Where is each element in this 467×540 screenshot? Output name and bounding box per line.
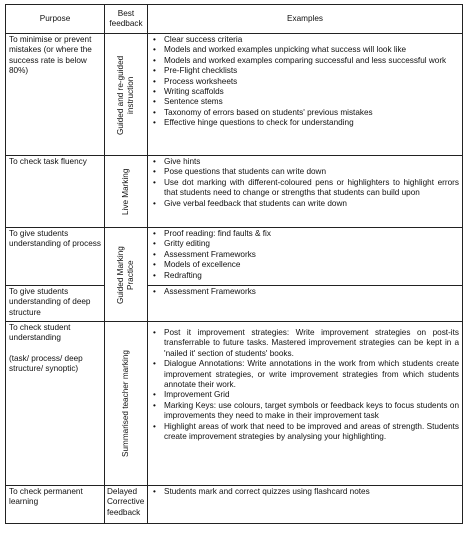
list-item: • Models and worked examples comparing successful and less successful work [164,56,459,66]
table-row [6,228,463,286]
header-purpose: Purpose [6,5,105,34]
list-item: • Redrafting [164,271,459,281]
list-item: • Models of excellence [164,260,459,270]
examples-list [151,328,459,442]
list-item: • Use dot marking with different-coloured pens or highlighters to highlight errors that students need to change or strengths that students can build upon [164,178,459,199]
feedback-cell [105,156,148,228]
list-item: • Highlight areas of work that need to be improved and areas of strength. Students create improvement strategies by analysing your highlighting. [164,422,459,443]
examples-list [151,35,459,129]
feedback-cell: Delayed Corrective feedback [105,486,148,524]
table-row [6,156,463,228]
examples-list [151,487,459,497]
examples-cell [148,156,463,228]
feedback-strategies-document [5,4,463,524]
feedback-label: Guided Marking Practice [116,245,135,304]
examples-cell [148,486,463,524]
table-row [6,322,463,486]
list-item: • Give hints [164,157,459,167]
list-item: • Process worksheets [164,77,459,87]
examples-cell [148,34,463,156]
list-item: • Improvement Grid [164,390,459,400]
examples-cell [148,322,463,486]
examples-list [151,229,459,281]
purpose-text: To check student understanding [9,323,71,343]
list-item: • Effective hinge questions to check for understanding [164,118,459,128]
list-item: • Marking Keys: use colours, target symbols or feedback keys to focus students on improvements they need to make in their improvement task [164,401,459,422]
list-item: • Clear success criteria [164,35,459,45]
purpose-extra: (task/ process/ deep structure/ synoptic) [9,353,83,374]
list-item: • Sentence stems [164,97,459,107]
list-item: • Gritty editing [164,239,459,249]
list-item: • Students mark and correct quizzes using flashcard notes [164,487,459,497]
list-item: • Pose questions that students can write down [164,167,459,177]
feedback-label: Guided and re-guided instruction [116,54,135,135]
feedback-label: Live Marking [121,168,130,215]
header-best-feedback: Best feedback [105,5,148,34]
purpose-cell [6,322,105,486]
feedback-cell [105,228,148,322]
feedback-table [5,4,463,524]
purpose-cell: To check permanent learning [6,486,105,524]
examples-cell [148,228,463,286]
purpose-cell: To minimise or prevent mistakes (or where the success rate is below 80%) [6,34,105,156]
table-row [6,286,463,322]
purpose-cell: To give students understanding of process [6,228,105,286]
purpose-cell: To check task fluency [6,156,105,228]
list-item: • Assessment Frameworks [164,287,459,297]
list-item: • Proof reading: find faults & fix [164,229,459,239]
list-item: • Models and worked examples unpicking what success will look like [164,45,459,55]
header-examples: Examples [148,5,463,34]
feedback-cell [105,322,148,486]
examples-list [151,287,459,297]
list-item: • Taxonomy of errors based on students' previous mistakes [164,108,459,118]
feedback-cell [105,34,148,156]
list-item: • Assessment Frameworks [164,250,459,260]
table-row [6,486,463,524]
header-row [6,5,463,34]
list-item: • Give verbal feedback that students can write down [164,199,459,209]
list-item: • Dialogue Annotations: Write annotations in the work from which students create improvement strategies, or write improvement strategies from which students annotate their work. [164,359,459,390]
list-item: • Writing scaffolds [164,87,459,97]
list-item: • Post it improvement strategies: Write improvement strategies on post-its transferrable to future tasks. Mastered improvement strategies can be kept in a 'nailed it' section of students' books. [164,328,459,359]
examples-list [151,157,459,209]
table-row [6,34,463,156]
list-item: • Pre-Flight checklists [164,66,459,76]
feedback-label: Summarised teacher marking [121,350,130,457]
purpose-cell: To give students understanding of deep structure [6,286,105,322]
examples-cell [148,286,463,322]
